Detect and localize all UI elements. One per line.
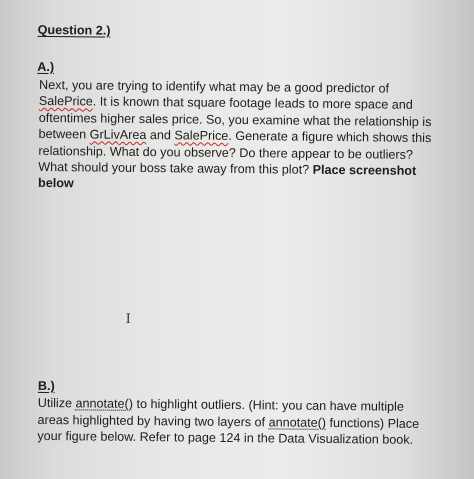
part-a-label: A.): [37, 59, 55, 75]
term-grlivarea: GrLivArea: [89, 127, 147, 143]
text-cursor-icon: I: [125, 311, 131, 327]
question-title: Question 2.): [37, 22, 111, 38]
part-a-line-6: [38, 159, 416, 180]
term-saleprice-2: SalePrice: [174, 128, 229, 143]
term-annotate-2: annotate(): [268, 415, 327, 430]
part-a-line-6-seg1: What should your boss take away from this plot?: [38, 159, 313, 177]
part-a-line-4-seg3: and: [146, 128, 175, 143]
term-saleprice: SalePrice: [38, 93, 93, 109]
part-b-line-1-seg1: Utilize: [37, 395, 76, 411]
term-annotate: annotate(): [75, 396, 134, 411]
part-b-label: B.): [37, 378, 55, 394]
part-b-line-3: your figure below. Refer to page 124 in the Data Visualization book.: [37, 428, 414, 447]
part-a-line-4-seg1: between: [38, 126, 90, 142]
part-a-line-1: Next, you are trying to identify what may be a good predictor of: [39, 77, 390, 96]
part-b-line-2-seg3: functions) Place: [325, 415, 420, 431]
part-a-line-5: relationship. What do you observe? Do there appear to be outliers?: [38, 143, 414, 162]
part-a-line-7: below: [37, 175, 74, 191]
part-b-line-2-seg1: areas highlighted by having two layers of: [37, 412, 269, 430]
place-screenshot-instruction: Place screenshot: [312, 162, 417, 178]
part-a-line-4-seg5: . Generate a figure which shows this: [228, 128, 432, 146]
part-b-line-1-seg3: to highlight outliers. (Hint: you can have multiple: [132, 396, 404, 414]
part-a-line-2-rest: . It is known that square footage leads to more space and: [92, 94, 413, 112]
part-a-line-3: oftentimes higher sales price. So, you examine what the relationship is: [38, 110, 432, 130]
